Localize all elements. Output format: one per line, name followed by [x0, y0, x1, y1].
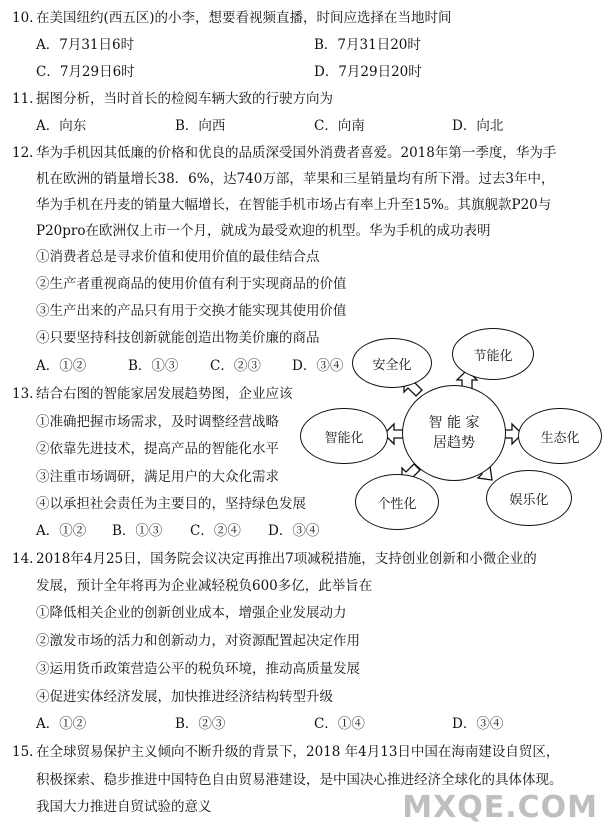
option-a: A．①②	[36, 358, 87, 374]
statement-3: ③生产出来的产品只有用于交换才能实现其使用价值	[36, 303, 347, 319]
statement-2: ②激发市场的活力和创新动力，对资源配置起决定作用	[36, 633, 360, 649]
node-label: 安全化	[372, 357, 412, 373]
node-label: 节能化	[473, 348, 513, 364]
node-jienenghua	[452, 328, 534, 380]
node-label: 个性化	[377, 496, 417, 512]
option-d: D．7月29日20时	[314, 64, 422, 80]
option-a: A．①②	[36, 716, 87, 732]
option-b: B．①③	[128, 358, 179, 374]
option-a: A．①②	[36, 523, 87, 539]
question-number: 13.	[12, 386, 34, 402]
question-stem: 在美国纽约(西五区)的小李，想要看视频直播，时间应选择在当地时间	[36, 10, 452, 26]
option-c: C．向南	[314, 118, 365, 134]
node-zhinenghua	[300, 408, 388, 464]
center-label-line2: 居趋势	[433, 435, 475, 451]
option-b: B．7月31日20时	[314, 37, 421, 53]
question-text-line: 发展，预计全年将再为企业减轻税负600多亿，此举旨在	[36, 578, 373, 594]
question-stem: 结合右图的智能家居发展趋势图，企业应该	[36, 386, 293, 402]
statement-4: ④以承担社会责任为主要目的，坚持绿色发展	[36, 496, 306, 512]
center-label-line1: 智 能 家	[428, 415, 480, 431]
question-number: 12.	[12, 145, 34, 161]
question-text-line: P20pro在欧洲仅上市一个月，就成为最受欢迎的机型。华为手机的成功表明	[36, 223, 491, 239]
option-c: C．①④	[314, 716, 365, 732]
node-label: 智能化	[324, 430, 364, 446]
option-d: D．向北	[452, 118, 504, 134]
statement-4: ④促进实体经济发展，加快推进经济结构转型升级	[36, 689, 333, 705]
statement-1: ①降低相关企业的创新创业成本，增强企业发展动力	[36, 605, 347, 621]
question-text-line: 我国大力推进自贸试验的意义	[36, 799, 212, 815]
question-text-line: 华为手机在丹麦的销量大幅增长，在智能手机市场占有率上升至15%。其旗舰款P20与	[36, 197, 552, 213]
option-d: D．③④	[292, 358, 344, 374]
statement-2: ②依靠先进技术，提高产品的智能化水平	[36, 441, 279, 457]
option-b: B．①③	[112, 523, 163, 539]
node-label: 娱乐化	[509, 492, 549, 508]
question-text-line: 积极探索、稳步推进中国特色自由贸易港建设，是中国决心推进经济全球化的具体体现。	[36, 772, 563, 788]
statement-4: ④只要坚持科技创新就能创造出物美价廉的商品	[36, 330, 320, 346]
question-number: 15.	[12, 744, 34, 760]
center-node-smart-home-trend	[402, 385, 506, 481]
statement-1: ①准确把握市场需求，及时调整经营战略	[36, 414, 279, 430]
option-b: B．②③	[175, 716, 226, 732]
option-c: C．②③	[210, 358, 261, 374]
option-d: D．③④	[268, 523, 320, 539]
node-label: 生态化	[540, 430, 580, 446]
option-d: D．③④	[452, 716, 504, 732]
option-a: A．向东	[36, 118, 87, 134]
question-stem: 据图分析，当时首长的检阅车辆大致的行驶方向为	[36, 91, 333, 107]
node-gexinghua	[355, 474, 439, 530]
question-text-line: 2018年4月25日，国务院会议决定再推出7项减税措施，支持创业创新和小微企业的	[36, 551, 537, 567]
question-text-line: 在全球贸易保护主义倾向不断升级的背景下，2018 年4月13日中国在海南建设自贸区，	[36, 744, 560, 760]
option-b: B．向西	[175, 118, 226, 134]
option-c: C．②④	[190, 523, 241, 539]
option-c: C．7月29日6时	[36, 64, 135, 80]
option-a: A．7月31日6时	[36, 37, 135, 53]
statement-2: ②生产者重视商品的使用价值有利于实现商品的价值	[36, 276, 347, 292]
watermark-logo: MXQE.COM	[402, 790, 598, 825]
node-shengtaihua	[518, 408, 602, 464]
statement-3: ③注重市场调研，满足用户的大众化需求	[36, 469, 279, 485]
question-text-line: 华为手机因其低廉的价格和优良的品质深受国外消费者喜爱。2018年第一季度，华为手	[36, 145, 557, 161]
question-number: 14.	[12, 551, 34, 567]
node-yulehua	[486, 470, 572, 526]
question-text-line: 机在欧洲的销量增长38．6%，达740万部，苹果和三星销量均有所下滑。过去3年中，	[36, 171, 555, 187]
statement-1: ①消费者总是寻求价值和使用价值的最佳结合点	[36, 249, 320, 265]
question-number: 10.	[12, 10, 34, 26]
node-anquanhua	[352, 338, 432, 388]
statement-3: ③运用货币政策营造公平的税负环境，推动高质量发展	[36, 661, 360, 677]
question-number: 11.	[12, 91, 34, 107]
